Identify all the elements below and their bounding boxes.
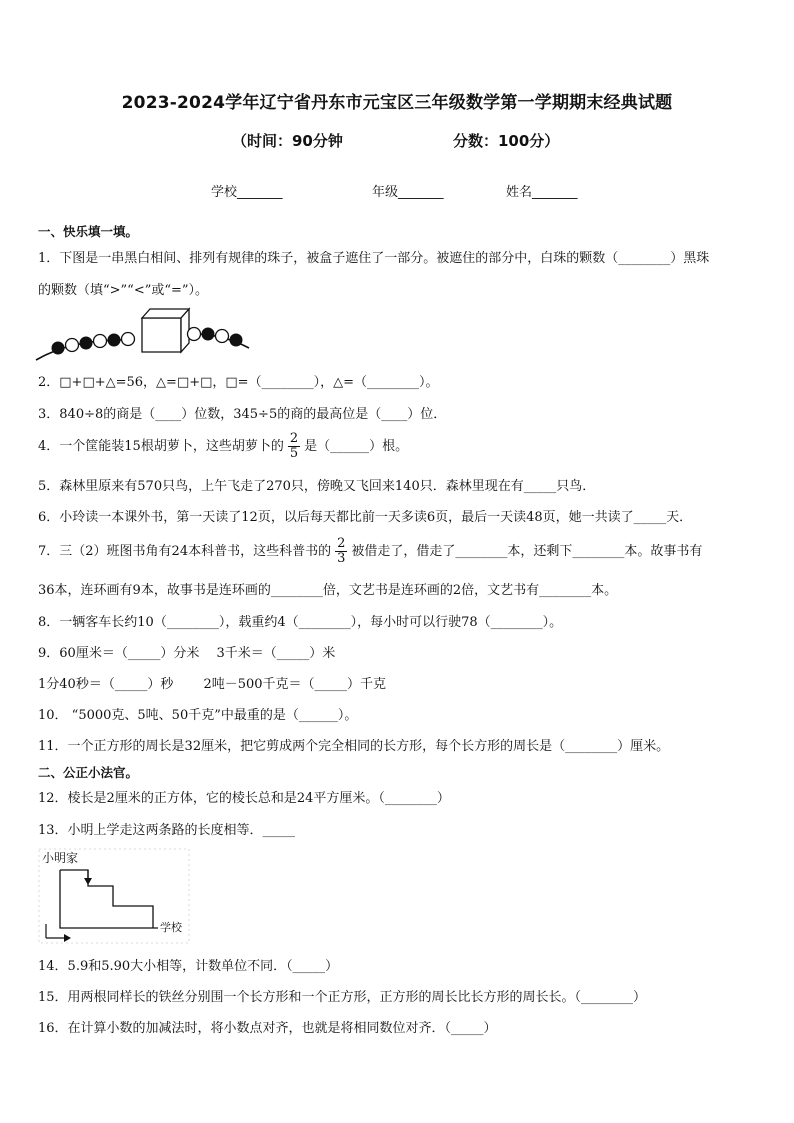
exam-score: 分数：100分） <box>453 132 560 150</box>
question-9-line-1: 9．60厘米＝（_____）分米 3千米＝（_____）米 <box>38 646 336 661</box>
fraction-two-fifths <box>288 432 300 461</box>
exam-time: （时间：90分钟 <box>232 132 343 150</box>
question-7 <box>38 537 702 566</box>
fraction-denominator: 3 <box>337 551 346 566</box>
question-4-text-pre: 4．一个筐能装15根胡萝卜，这些胡萝卜的 <box>38 439 284 454</box>
page-title: 2023-2024学年辽宁省丹东市元宝区三年级数学第一学期期末经典试题 <box>121 93 673 113</box>
question-14: 14．5.9和5.90大小相等，计数单位不同．（_____） <box>38 959 339 974</box>
question-12: 12．棱长是2厘米的正方体，它的棱长总和是24平方厘米。（________） <box>38 791 450 806</box>
question-13: 13．小明上学走这两条路的长度相等．_____ <box>38 823 296 838</box>
school-label: 学校 <box>160 921 182 934</box>
question-4-text-post: 是（______）根。 <box>304 439 409 454</box>
section-heading-1: 一、快乐填一填。 <box>38 224 139 239</box>
question-8: 8．一辆客车长约10（________），载重约4（________），每小时可以行驶78（________）。 <box>38 615 563 630</box>
question-7-text-post: 被借走了，借走了________本，还剩下________本。故事书有 <box>351 544 703 559</box>
section-heading-2: 二、公正小法官。 <box>38 765 139 780</box>
question-7-line-2: 36本，连环画有9本，故事书是连环画的________倍，文艺书是连环画的2倍，文艺书有________本。 <box>38 583 618 598</box>
home-label: 小明家 <box>42 851 79 865</box>
question-9-line-2: 1分40秒＝（_____）秒 2吨－500千克＝（_____）千克 <box>38 677 387 692</box>
question-3: 3．840÷8的商是（____）位数，345÷5的商的最高位是（____）位． <box>38 407 447 422</box>
question-11: 11．一个正方形的周长是32厘米，把它剪成两个完全相同的长方形，每个长方形的周长是（________）厘米。 <box>38 739 670 754</box>
question-16: 16．在计算小数的加减法时，将小数点对齐，也就是将相同数位对齐．（_____） <box>38 1021 497 1036</box>
fraction-two-thirds <box>335 537 347 566</box>
bead-string-figure <box>34 304 254 366</box>
question-1-line-2: 的颗数（填“>”“<”或“=”）。 <box>38 283 209 298</box>
question-15: 15．用两根同样长的铁丝分别围一个长方形和一个正方形，正方形的周长比长方形的周长长。（________） <box>38 990 647 1005</box>
fraction-numerator: 2 <box>289 431 299 446</box>
question-6: 6．小玲读一本课外书，第一天读了12页，以后每天都比前一天多读6页，最后一天读48页，她一共读了_____天． <box>38 510 693 525</box>
question-2: 2．□+□+△=56，△=□+□，□=（________），△=（________）。 <box>38 375 439 390</box>
question-5: 5．森林里原来有570只鸟，上午飞走了270只，傍晚又飞回来140只．森林里现在有_____只鸟． <box>38 479 596 494</box>
question-4 <box>38 432 408 461</box>
question-7-text-pre: 7．三（2）班图书角有24本科普书，这些科普书的 <box>38 544 332 559</box>
grade-field: 年级_______ <box>372 185 444 200</box>
question-10: 10． “5000克、5吨、50千克”中最重的是（______）。 <box>38 708 358 723</box>
fraction-numerator: 2 <box>337 536 346 551</box>
name-field: 姓名_______ <box>506 185 578 200</box>
fraction-denominator: 5 <box>289 446 299 461</box>
question-1-line-1: 1．下图是一串黑白相间、排列有规律的珠子，被盒子遮住了一部分。被遮住的部分中，白珠的颗数（________）黑珠 <box>38 251 710 266</box>
route-figure <box>38 848 194 946</box>
school-field: 学校_______ <box>211 185 283 200</box>
